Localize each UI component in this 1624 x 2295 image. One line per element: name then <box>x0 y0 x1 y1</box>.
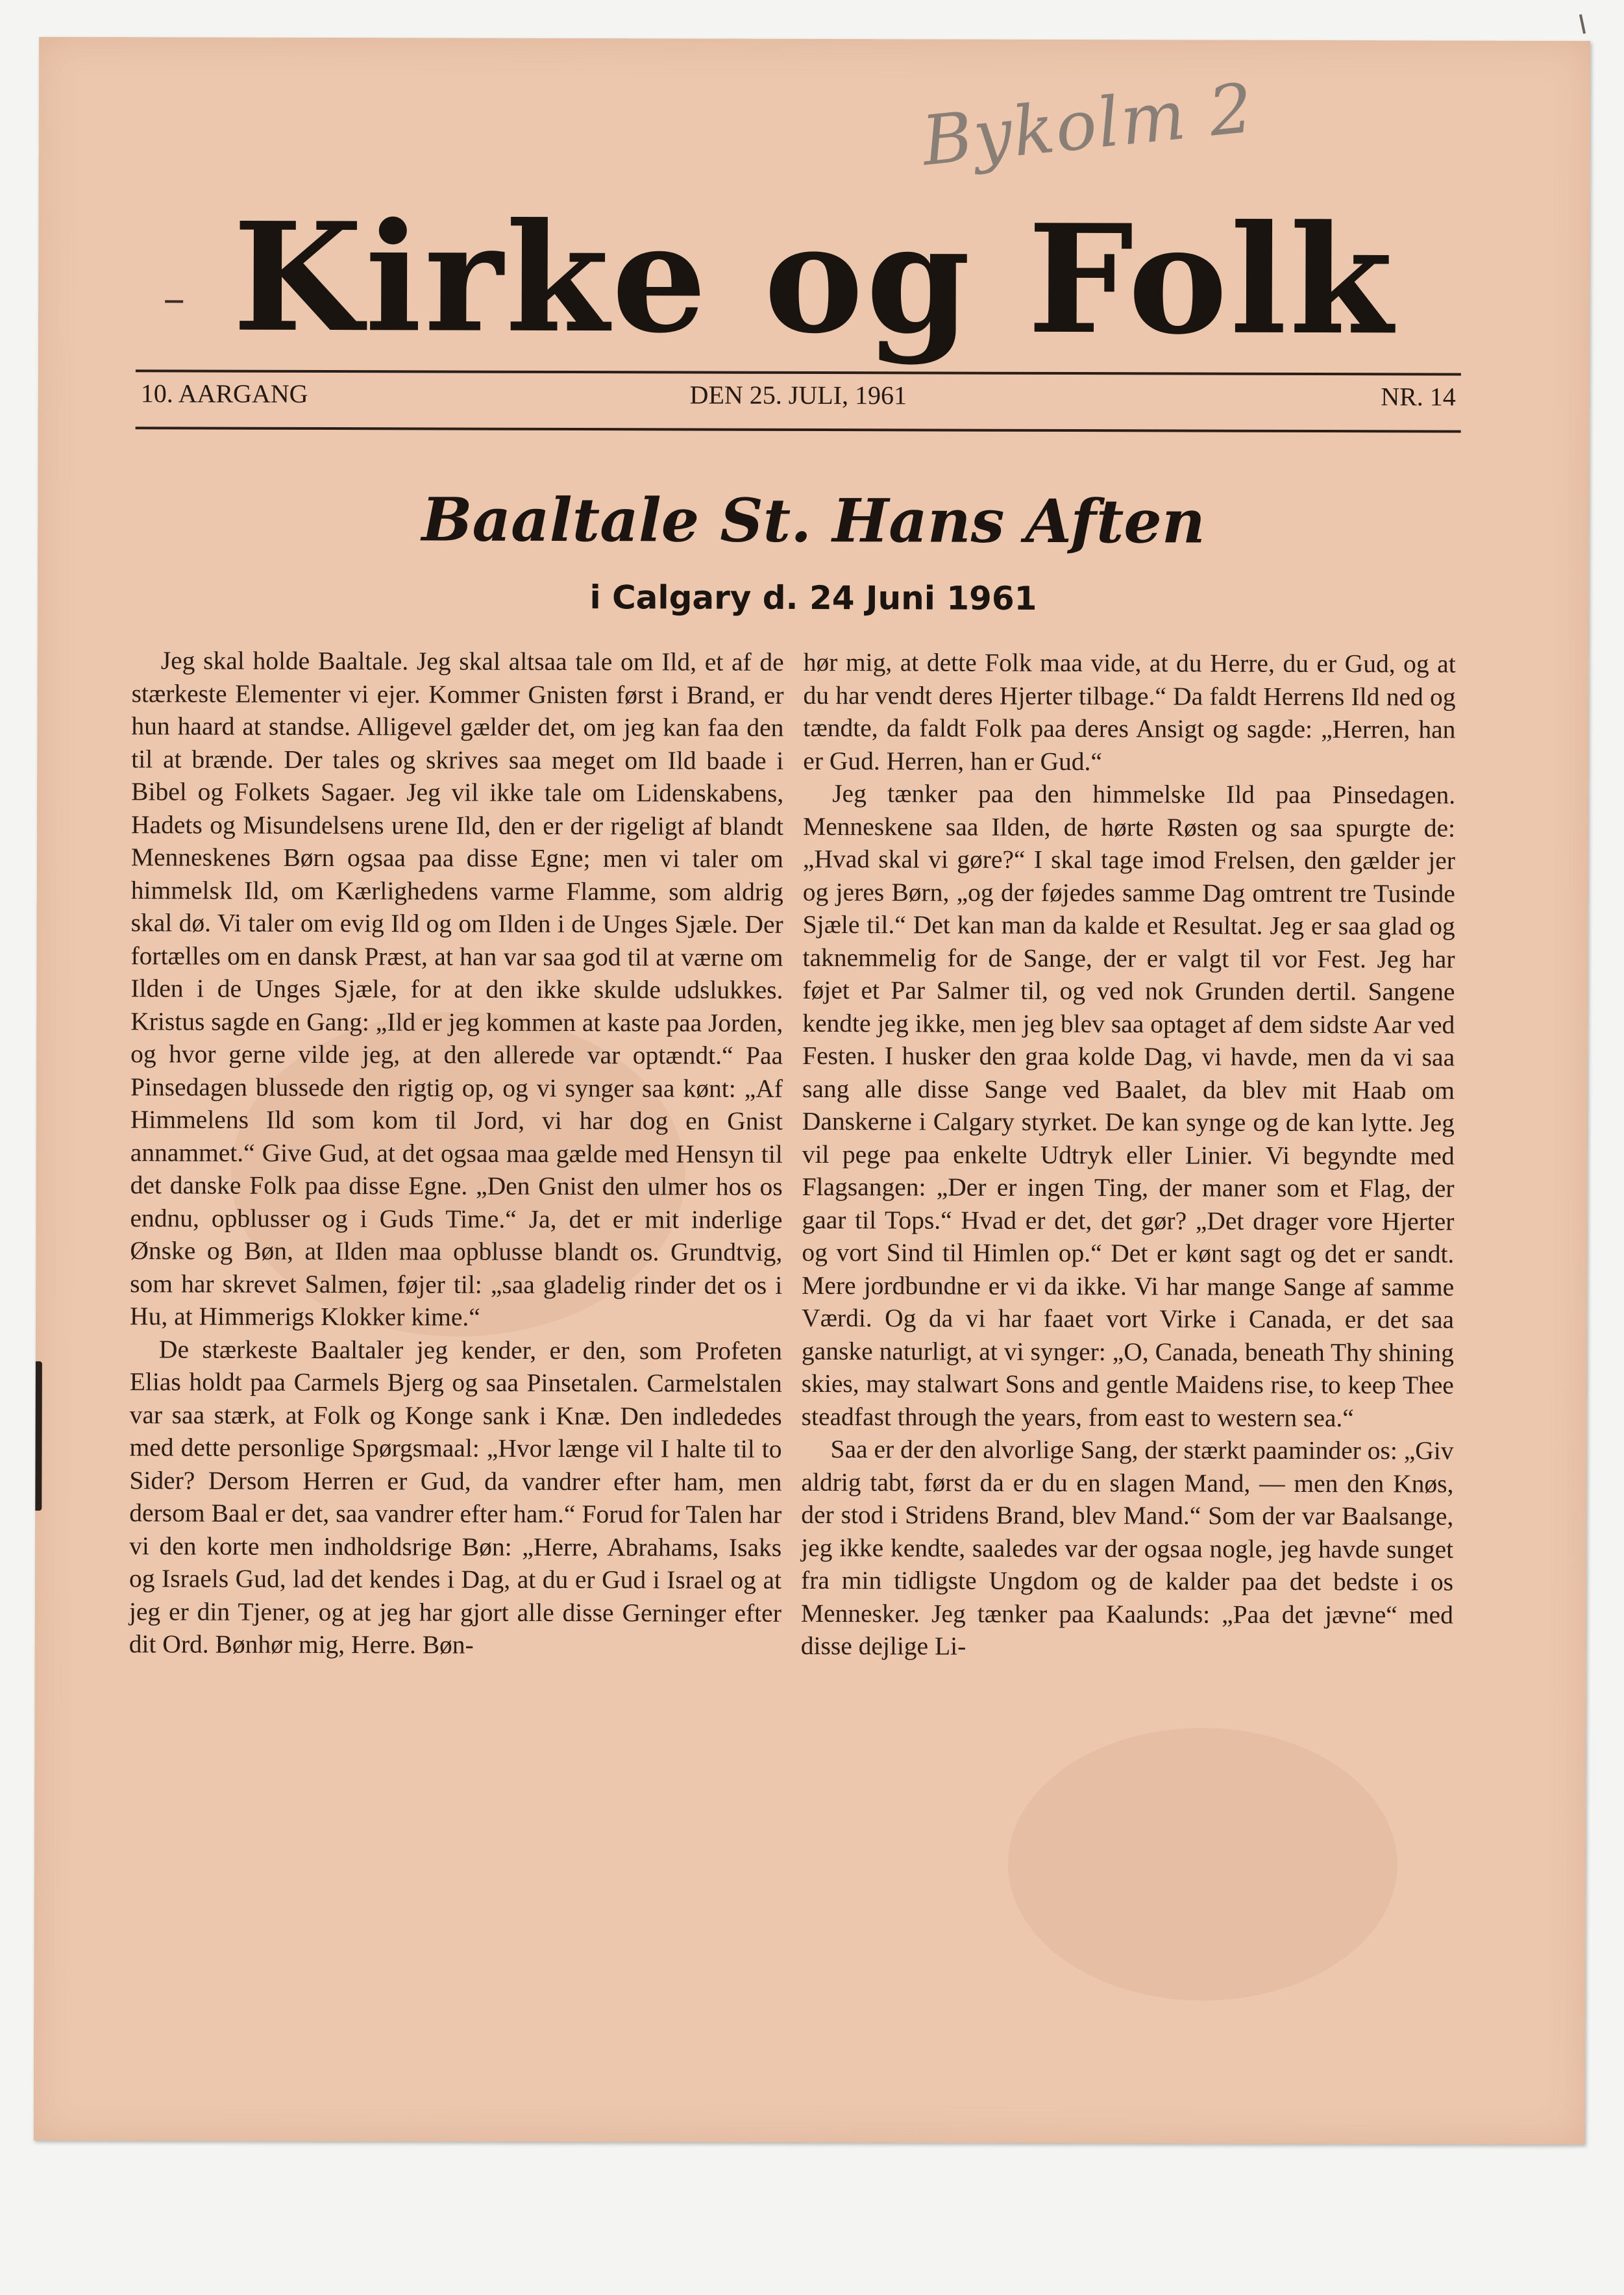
newspaper-page <box>34 37 1590 2144</box>
issue-info-bar <box>140 378 1456 412</box>
article-column-left <box>129 644 784 1662</box>
article-subtitle: i Calgary d. 24 Juni 1961 <box>589 578 1037 617</box>
issue-date: DEN 25. JULI, 1961 <box>689 380 907 410</box>
masthead-rule-bottom <box>136 427 1461 432</box>
paper-stain <box>1007 1728 1397 2002</box>
article-column-right <box>801 646 1456 1664</box>
article-title: Baaltale St. Hans Aften <box>421 484 1205 557</box>
staple-binding <box>35 1361 42 1511</box>
paragraph: Saa er der den alvorlige Sang, der stærkt paaminder os: „Giv aldrig tabt, først da er du en slagen Mand, — men den Knøs, der stod i Stridens Brand, blev Mand.“ Som der var Baalsange, jeg ikke kendte, saaledes var der ogsaa nogle, jeg havde sunget fra min tidligste Ungdom og de kalder paa det bedste i os Mennesker. Jeg tænker paa Kaalunds: „Paa det jævne“ med disse dejlige Li- <box>800 1435 1454 1661</box>
paragraph: hør mig, at dette Folk maa vide, at du Herre, du er Gud, og at du har vendt deres Hjerter tilbage.“ Da faldt Herrens Ild ned og tændte, da faldt Folk paa deres Ansigt og sagde: „Herren, han er Gud. Herren, han er Gud.“ <box>803 647 1456 776</box>
masthead-rule-top <box>136 369 1461 375</box>
masthead-title: Kirke og Folk <box>232 190 1396 369</box>
paragraph: De stærkeste Baaltaler jeg kender, er den, som Profeten Elias holdt paa Carmels Bjerg og saa Pinsetalen. Carmelstalen var saa stærk, at Folk og Konge sank i Knæ. Den indlededes med dette personlige Spørgsmaal: „Hvor længe vil I halte til to Sider? Dersom Herren er Gud, da vandrer efter ham, men dersom Baal er det, saa vandrer efter ham.“ Forud for Talen har vi den korte men indholdsrige Bøn: „Herre, Abrahams, Isaks og Israels Gud, lad det kendes i Dag, at du er Gud i Israel og at jeg er din Tjener, og at jeg har gjort alle disse Gerninger efter dit Ord. Bønhør mig, Herre. Bøn- <box>129 1334 783 1659</box>
masthead-dash <box>165 300 183 303</box>
issue-volume: 10. AARGANG <box>140 378 308 408</box>
paragraph: Jeg tænker paa den himmelske Ild paa Pinsedagen. Menneskene saa Ilden, de hørte Røsten og saa spurgte de: „Hvad skal vi gøre?“ I skal tage imod Frelsen, den gælder jer og jeres Børn, „og der føjedes samme Dag omtrent tre Tusinde Sjæle til.“ Det kan man da kalde et Resultat. Jeg er saa glad og taknemmelig for de Sange, der er valgt til vor Fest. Jeg har føjet et Par Salmer til, og ved nok Grunden dertil. Sangene kendte jeg ikke, men jeg blev saa optaget af dem sidste Aar ved Festen. I husker den graa kolde Dag, vi havde, men da vi saa sang alle disse Sange ved Baalet, da blev mit Haab om Danskerne i Calgary styrket. De kan synge og de kan lytte. Jeg vil pege paa enkelte Udtryk eller Linier. Vi begyndte med Flagsangen: „Der er ingen Ting, der maner som et Flag, der gaar til Tops.“ Hvad er det, det gør? „Det drager vore Hjerter og vort Sind til Himlen op.“ Det er kønt sagt og det er sandt. Mere jordbundne er vi da ikke. Vi har mange Sange af samme Værdi. Og da vi har faaet vort Virke i Canada, er det saa ganske naturligt, at vi synger: „O, Canada, beneath Thy shining skies, may stalwart Sons and gentle Maidens rise, to keep Thee steadfast through the years, from east to western sea.“ <box>801 779 1456 1432</box>
handwritten-note: Bykolm 2 <box>918 68 1258 181</box>
paragraph: Jeg skal holde Baaltale. Jeg skal altsaa tale om Ild, et af de stærkeste Elementer vi ejer. Kommer Gnisten først i Brand, er hun haard at standse. Alligevel gælder det, om jeg kan faa den til at brænde. Der tales og skrives saa meget om Ild baade i Bibel og Folkets Sagaer. Jeg vil ikke tale om Lidenskabens, Hadets og Misundelsens urene Ild, den er der rigeligt af blandt Menneskenes Børn ogsaa paa disse Egne; men vi taler om himmelsk Ild, om Kærlighedens varme Flamme, som aldrig skal dø. Vi taler om evig Ild og om Ilden i de Unges Sjæle. Der fortælles om en dansk Præst, at han var saa god til at værne om Ilden i de Unges Sjæle, for at den ikke skulde udslukkes. Kristus sagde en Gang: „Ild er jeg kommen at kaste paa Jorden, og hvor gerne vilde jeg, at den allerede var optændt.“ Paa Pinsedagen blussede den rigtig op, og vi synger saa kønt: „Af Himmelens Ild som kom til Jord, vi har dog en Gnist annammet.“ Give Gud, at det ogsaa maa gælde med Hensyn til det danske Folk paa disse Egne. „Den Gnist den ulmer hos os endnu, opblusser og i Guds Time.“ Ja, det er mit inderlige Ønske og Bøn, at Ilden maa opblusse blandt os. Grundtvig, som har skrevet Salmen, føjer til: „saa gladelig rinder det os i Hu, at Himmerigs Klokker kime.“ <box>130 646 784 1332</box>
pencil-mark <box>1579 14 1586 34</box>
issue-number: NR. 14 <box>1381 382 1456 412</box>
